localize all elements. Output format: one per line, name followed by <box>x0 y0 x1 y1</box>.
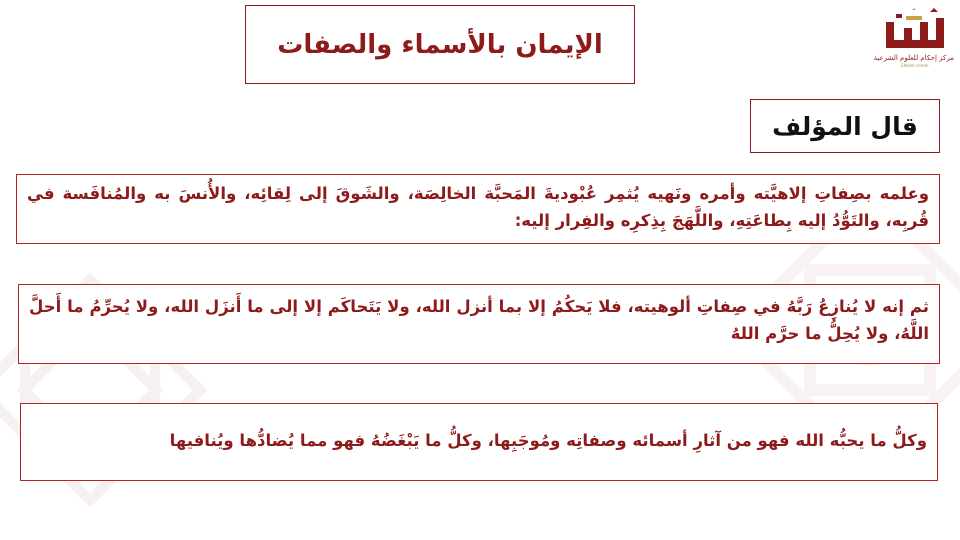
author-heading-box <box>750 99 940 153</box>
paragraph-box-1 <box>16 174 940 244</box>
ehkam-logo-mark <box>882 8 948 54</box>
logo-tagline: Ehkam center <box>901 63 929 68</box>
slide-title: الإيمان بالأسماء والصفات <box>277 29 603 60</box>
ehkam-logo <box>873 8 954 74</box>
author-heading: قال المؤلف <box>772 111 918 141</box>
title-box <box>245 5 635 84</box>
paragraph-text-3: وكلُّ ما يحبُّه الله فهو من آثارِ أسمائه وصفاتِه ومُوجَبِها، وكلُّ ما يَبْغَضُهُ فهو مما يُضادُّها ويُنافيها <box>169 431 927 450</box>
paragraph-text-1: وعلمه بصِفاتِ إلاهيَّته وأمره ونَهيه يُثمِر عُبْوديةَ المَحبَّة الخالِصَة، والشَوقَ إلى لِقائِه، والأُنسَ به والمُنافَسة في قُربِه، والتَوُّدُ إليه بِطاعَتِهِ، واللَّهَجَ بِذِكرِه والفِرار إليه: <box>27 184 929 230</box>
logo-subtitle: مركز إحكام للعلوم الشرعية <box>873 54 954 62</box>
paragraph-box-3 <box>20 403 938 481</box>
paragraph-box-2 <box>18 284 940 364</box>
paragraph-text-2: ثم إنه لا يُنازِعُ رَبَّهُ في صِفاتِ ألوهيته، فلا يَحكُمُ إلا بما أنزل الله، ولا يَتَحاكَم إلا إلى ما أَنزَل الله، ولا يُحرِّمُ ما أَحلَّ اللَّهُ، ولا يُحِلُّ ما حرَّم اللهُ <box>29 297 929 343</box>
